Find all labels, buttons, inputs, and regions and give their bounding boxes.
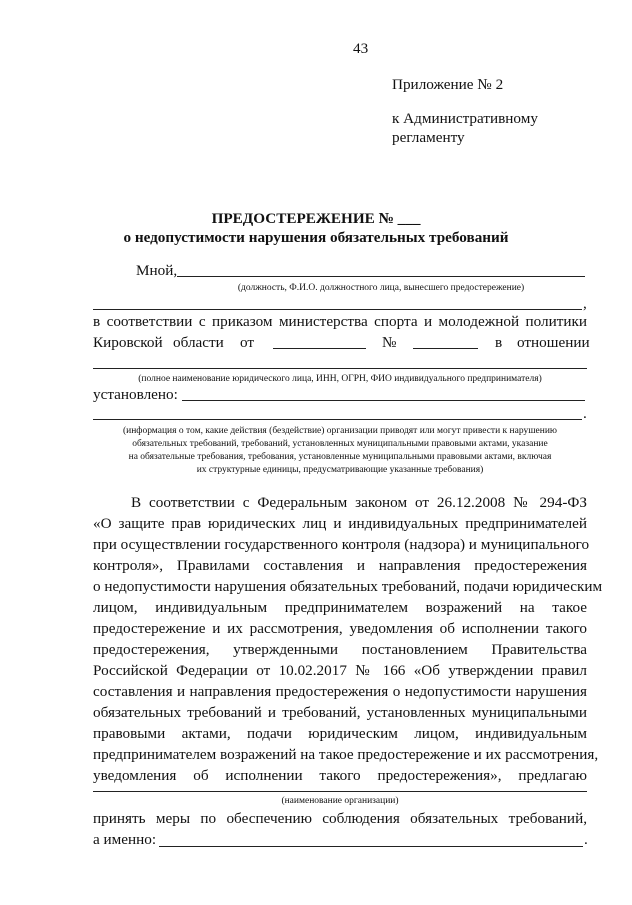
- paragraph-line: контроля», Правилами составления и направления предостережения: [93, 557, 587, 574]
- order-number-line[interactable]: [413, 348, 478, 349]
- namely-label: а именно:: [93, 831, 157, 848]
- established-label: установлено:: [93, 386, 178, 403]
- appendix-ref-line2: регламенту: [392, 129, 465, 146]
- order-word-5: в: [495, 334, 503, 351]
- page-number: 43: [353, 40, 369, 57]
- paragraph-line: «О защите прав юридических лиц и индивидуальных предпринимателей: [93, 515, 587, 532]
- info-caption-1: (информация о том, какие действия (бездействие) организации приводят или могут привести к нарушению: [122, 426, 558, 436]
- official-name-line-2[interactable]: [93, 309, 582, 310]
- entity-caption: (полное наименование юридического лица, ИНН, ОГРН, ФИО индивидуального предпринимателя): [138, 374, 542, 384]
- organization-line[interactable]: [93, 791, 587, 792]
- order-date-line[interactable]: [273, 348, 366, 349]
- appendix-ref-line1: к Административному: [392, 110, 538, 127]
- paragraph-line: предпринимателем возражений на такое предостережение и их рассмотрения,: [93, 746, 599, 763]
- established-line[interactable]: [182, 400, 585, 401]
- by-me-label: Мной,: [136, 262, 178, 279]
- appendix-title: Приложение № 2: [392, 76, 504, 93]
- paragraph-line: обязательных требований и требований, установленных муниципальными: [93, 704, 587, 721]
- paragraph-line: предостережения, утвержденными постановлением Правительства: [93, 641, 587, 658]
- paragraph-line: правовыми актами, подачи юридическим лицом, индивидуальным: [93, 725, 587, 742]
- document-title: ПРЕДОСТЕРЕЖЕНИЕ № ___: [211, 210, 421, 227]
- order-word-6: отношении: [517, 334, 590, 351]
- period: .: [583, 405, 587, 422]
- official-name-caption: (должность, Ф.И.О. должностного лица, вынесшего предостережение): [237, 283, 525, 293]
- comma: ,: [583, 295, 587, 312]
- paragraph-line: В соответствии с Федеральным законом от 26.12.2008 № 294-ФЗ: [131, 494, 587, 511]
- order-word-1: Кировской: [93, 334, 163, 351]
- order-word-3: от: [240, 334, 255, 351]
- official-name-line[interactable]: [177, 276, 585, 277]
- paragraph-line: составления и направления предостережения о недопустимости нарушения: [93, 683, 587, 700]
- info-caption-4: их структурные единицы, предусматривающие указанные требования): [196, 465, 484, 475]
- paragraph-line: Российской Федерации от 10.02.2017 № 166 «Об утверждении правил: [93, 662, 587, 679]
- order-word-4: №: [382, 334, 397, 351]
- info-caption-3: на обязательные требования, требования, установленные муниципальными правовыми актами, включая: [128, 452, 552, 462]
- paragraph-line: уведомления об исполнении такого предостережения», предлагаю: [93, 767, 587, 784]
- order-line-1: в соответствии с приказом министерства спорта и молодежной политики: [93, 313, 587, 330]
- namely-line[interactable]: [159, 846, 583, 847]
- organization-caption: (наименование организации): [281, 796, 399, 806]
- paragraph-line: при осуществлении государственного контроля (надзора) и муниципального: [93, 536, 590, 553]
- document-subtitle: о недопустимости нарушения обязательных требований: [123, 229, 509, 246]
- established-line-2[interactable]: [93, 419, 582, 420]
- paragraph-line: о недопустимости нарушения обязательных требований, подачи юридическим: [93, 578, 603, 595]
- closing-period: .: [584, 831, 588, 848]
- info-caption-2: обязательных требований, требований, установленных муниципальными правовыми актами, указание: [132, 439, 548, 449]
- entity-line[interactable]: [93, 368, 587, 369]
- order-word-2: области: [173, 334, 224, 351]
- closing-line: принять меры по обеспечению соблюдения обязательных требований,: [93, 810, 587, 827]
- paragraph-line: лицом, индивидуальным предпринимателем возражений на такое: [93, 599, 587, 616]
- paragraph-line: предостережение и их рассмотрения, уведомления об исполнении такого: [93, 620, 587, 637]
